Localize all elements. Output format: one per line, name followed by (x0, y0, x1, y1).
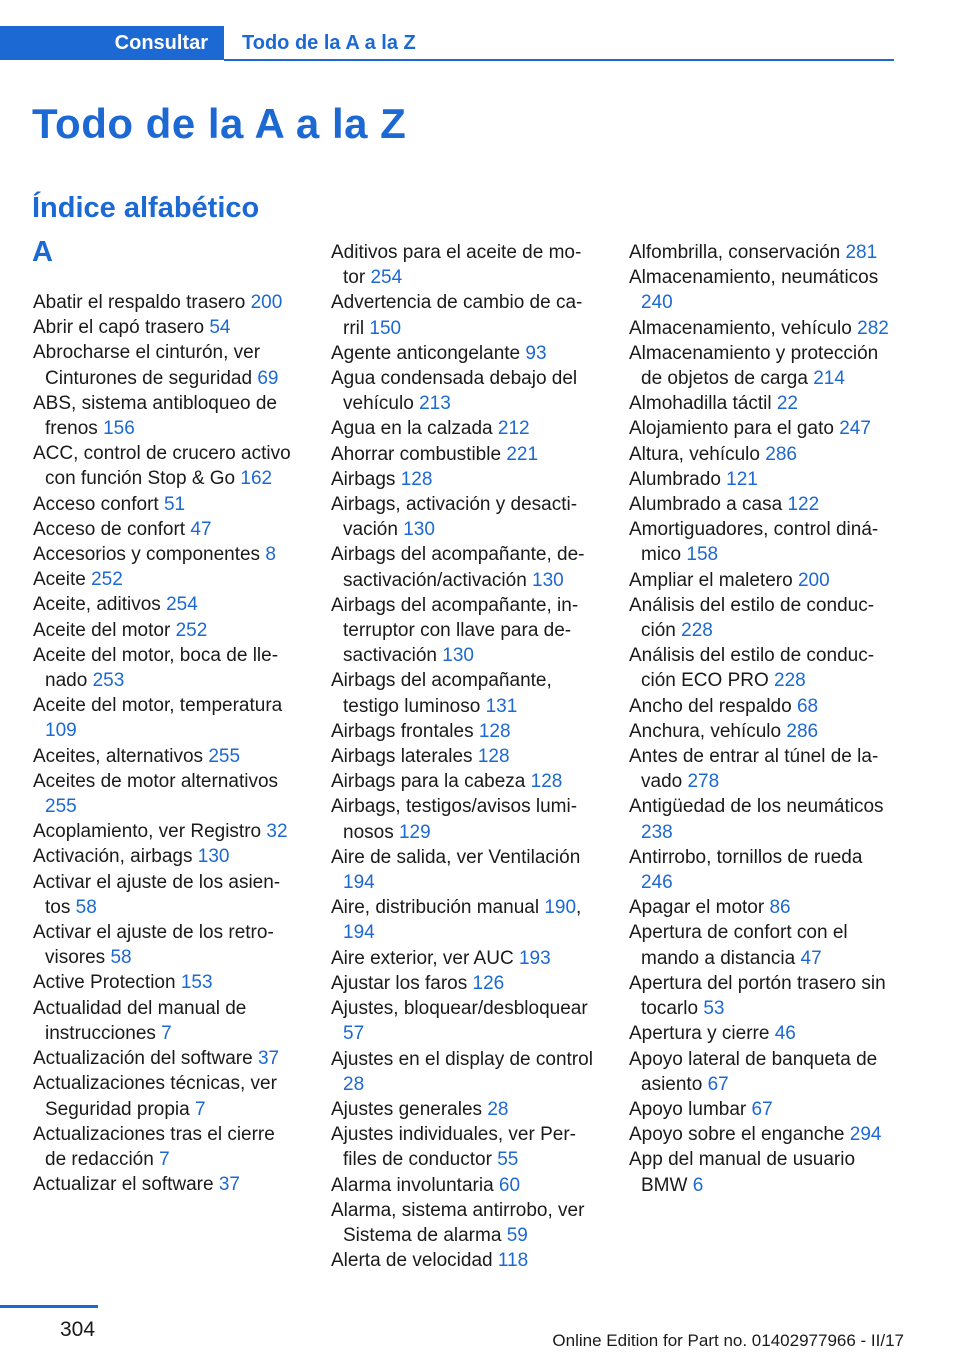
index-entry (629, 744, 894, 794)
index-column-1 (33, 290, 298, 1197)
index-entry (33, 1172, 298, 1197)
index-entry (331, 668, 596, 718)
entry-text: Alarma, sistema antirrobo, ver Sistema de alarma (331, 1199, 585, 1246)
entry-text: Actualizar el software (33, 1174, 214, 1196)
chapter-tab[interactable] (242, 26, 416, 60)
page-link[interactable]: 54 (209, 317, 231, 339)
index-entry (629, 920, 894, 970)
chapter-tab-label: Todo de la A a la Z (242, 31, 416, 54)
entry-text: Ajustes individuales, ver Perfiles de conductor (331, 1124, 576, 1171)
page-link[interactable]: 8 (265, 544, 276, 566)
page-link[interactable]: 252 (91, 569, 123, 591)
page-link[interactable]: 190 (544, 897, 577, 919)
index-entry (331, 845, 596, 895)
index-entry (331, 593, 596, 669)
entry-text: Airbags del acompañante, testigo luminoso (331, 670, 552, 717)
page-link[interactable]: 109 (45, 720, 77, 742)
page-link[interactable]: 57 (343, 1023, 365, 1045)
entry-text: ABS, sistema antibloqueo de frenos (33, 392, 277, 440)
page-link[interactable]: 121 (726, 468, 758, 490)
page-link[interactable]: 193 (518, 947, 551, 969)
page-title: Todo de la A a la Z (32, 100, 407, 147)
entry-text: Agua en la calzada (331, 418, 493, 440)
entry-text: App del manual de usuario BMW (629, 1149, 856, 1196)
entry-text: Abrocharse el cinturón, ver Cinturones de seguridad (33, 342, 261, 389)
entry-text: Ancho del respaldo (629, 695, 792, 717)
footer-rule (0, 1305, 98, 1308)
entry-text: Antirrobo, tornillos de rueda (629, 846, 863, 868)
index-entry (331, 240, 596, 290)
index-entry (33, 643, 298, 693)
entry-text: Activar el ajuste de los asientos (33, 871, 281, 918)
index-entry (33, 441, 298, 491)
page-link[interactable]: 67 (707, 1073, 729, 1095)
entry-text: Active Protection (33, 972, 176, 994)
page-link[interactable]: 58 (75, 896, 97, 918)
page-link[interactable]: 7 (161, 1022, 172, 1044)
index-entry (629, 643, 894, 693)
entry-text: Ajustes generales (331, 1098, 483, 1120)
index-entry (629, 265, 894, 315)
page-link[interactable]: 278 (687, 771, 720, 793)
entry-text: Activar el ajuste de los retrovisores (33, 922, 274, 969)
entry-text: Actualizaciones tras el cierre de redacción (33, 1123, 275, 1170)
page-link[interactable]: 68 (796, 695, 819, 717)
page-link[interactable]: 253 (92, 670, 125, 692)
page-link[interactable]: 200 (797, 569, 830, 591)
entry-text: Airbags frontales (331, 720, 474, 742)
index-entry (629, 442, 894, 467)
entry-text: Apertura de confort con el mando a distancia (629, 922, 848, 969)
section-title: Índice alfabético (32, 192, 260, 224)
page-link[interactable]: 126 (472, 972, 505, 994)
page-link[interactable]: 58 (110, 947, 132, 969)
index-entry (331, 442, 596, 467)
entry-text: Alojamiento para el gato (629, 418, 834, 440)
index-entry (629, 416, 894, 441)
entry-text: Ahorrar combustible (331, 443, 502, 465)
index-entry (33, 315, 298, 340)
index-entry (331, 366, 596, 416)
entry-text: Ajustes en el display de control (331, 1048, 593, 1070)
index-entry (629, 1047, 894, 1097)
index-entry (331, 946, 596, 971)
entry-text: Almacenamiento, vehículo (629, 317, 852, 339)
entry-text: Alfombrilla, conservación (629, 242, 841, 263)
entry-text: Agua condensada debajo del vehículo (331, 368, 578, 415)
entry-text: Aire exterior, ver AUC (331, 947, 514, 969)
index-entry (331, 542, 596, 592)
entry-text: Apoyo lumbar (629, 1098, 747, 1120)
page-link[interactable]: 118 (497, 1250, 529, 1272)
entry-text: Apagar el motor (629, 897, 765, 919)
entry-text: Alerta de velocidad (331, 1250, 493, 1272)
page-link[interactable]: 194 (343, 872, 375, 894)
index-entry (331, 794, 596, 844)
entry-text: Almohadilla táctil (629, 393, 772, 415)
index-entry (629, 391, 894, 416)
index-entry (33, 340, 298, 390)
page-link[interactable]: 228 (681, 620, 713, 642)
entry-text: Alarma involuntaria (331, 1174, 494, 1196)
entry-text: Airbags del acompañante, desactivación/activación (331, 544, 585, 591)
entry-text: Airbags laterales (331, 746, 473, 768)
page-number: 304 (60, 1318, 96, 1341)
entry-text: Acoplamiento, ver Registro (33, 821, 262, 843)
page-link[interactable]: 37 (257, 1048, 280, 1070)
page-link[interactable]: 130 (403, 519, 435, 541)
entry-text: Advertencia de cambio de carril (331, 292, 583, 339)
entry-text: Ampliar el maletero (629, 569, 793, 591)
entry-text: Aceite, aditivos (33, 594, 161, 616)
entry-text: Airbags para la cabeza (331, 771, 526, 793)
entry-text: Actualizaciones técnicas, ver Seguridad propia (33, 1073, 277, 1120)
entry-text: Anchura, vehículo (629, 720, 782, 742)
index-entry (629, 1097, 894, 1122)
entry-text: Aceite del motor, temperatura (33, 695, 283, 717)
entry-text: Aceites, alternativos (33, 745, 204, 767)
section-tab-label: Consultar (114, 31, 208, 54)
page-link[interactable]: 228 (774, 670, 806, 692)
index-entry (331, 971, 596, 996)
page-link[interactable]: 60 (498, 1174, 521, 1196)
entry-text: Ajustes, bloquear/desbloquear (331, 998, 588, 1020)
index-entry (629, 1021, 894, 1046)
index-entry (331, 996, 596, 1046)
entry-text: Aceites de motor alternativos (33, 770, 279, 792)
entry-text: Acceso de confort (33, 518, 186, 540)
page-link[interactable]: 128 (530, 771, 563, 793)
page-link[interactable]: 247 (839, 418, 871, 440)
index-entry (629, 240, 894, 265)
entry-text: Aceite del motor, boca de llenado (33, 644, 279, 692)
page-link[interactable]: 221 (506, 443, 539, 465)
index-entry (629, 794, 894, 844)
page-link[interactable]: 7 (159, 1148, 170, 1170)
entry-text: Aire de salida, ver Ventilación (331, 846, 581, 868)
index-entry (33, 542, 298, 567)
index-entry (331, 467, 596, 492)
page-link[interactable]: 131 (485, 695, 518, 717)
index-entry (331, 1198, 596, 1248)
index-entry (33, 567, 298, 592)
page-link[interactable]: 86 (769, 897, 791, 919)
page-link[interactable]: 55 (497, 1149, 519, 1171)
page-link[interactable]: 130 (442, 645, 474, 667)
entry-text: Airbags del acompañante, interruptor con llave para desactivación (331, 594, 579, 667)
index-entry (629, 719, 894, 744)
entry-text: Airbags, testigos/avisos luminosos (331, 796, 578, 843)
page-link[interactable]: 128 (400, 468, 433, 490)
index-entry (331, 1097, 596, 1122)
index-entry (331, 1248, 596, 1273)
index-entry (629, 845, 894, 895)
index-entry (33, 769, 298, 819)
index-entry (331, 744, 596, 769)
section-tab[interactable] (0, 26, 224, 60)
entry-text: Alumbrado a casa (629, 494, 783, 516)
entry-text: Abrir el capó trasero (33, 317, 205, 339)
page-link[interactable]: 28 (487, 1098, 509, 1120)
page-link[interactable]: 162 (240, 468, 273, 490)
entry-text: Altura, vehículo (629, 443, 760, 465)
entry-text: Abatir el respaldo trasero (33, 292, 246, 313)
page-link[interactable]: 122 (787, 494, 820, 516)
index-entry (33, 592, 298, 617)
entry-text: Ajustar los faros (331, 972, 468, 994)
index-entry (629, 316, 894, 341)
page-link[interactable]: 282 (857, 317, 889, 339)
index-entry (33, 970, 298, 995)
index-entry (33, 819, 298, 844)
page-link[interactable]: 252 (175, 619, 208, 641)
page-link[interactable]: 93 (525, 342, 547, 364)
index-entry (331, 416, 596, 441)
page-link[interactable]: 255 (208, 745, 241, 767)
index-entry (33, 844, 298, 869)
page-link[interactable]: 59 (506, 1224, 528, 1246)
index-entry (331, 719, 596, 744)
page-link[interactable]: 156 (103, 418, 135, 440)
index-entry (33, 1122, 298, 1172)
index-entry (331, 1122, 596, 1172)
page-link[interactable]: 286 (786, 720, 819, 742)
index-entry (33, 1046, 298, 1071)
page-link[interactable]: 6 (692, 1174, 704, 1196)
index-entry (331, 1047, 596, 1097)
entry-text: Airbags (331, 468, 396, 490)
page-link[interactable]: 128 (478, 720, 511, 742)
page-link[interactable]: 32 (266, 821, 288, 843)
page-link[interactable]: 286 (765, 443, 797, 465)
page-link[interactable]: 240 (641, 292, 673, 314)
page-link[interactable]: 150 (369, 317, 402, 339)
page-link[interactable]: 246 (641, 872, 673, 894)
entry-text: Aire, distribución manual (331, 897, 540, 919)
index-entry (33, 870, 298, 920)
page-link[interactable]: 200 (250, 292, 283, 313)
entry-text: Almacenamiento, neumáticos (629, 267, 879, 289)
index-entry (629, 895, 894, 920)
index-entry (33, 1071, 298, 1121)
index-entry (331, 492, 596, 542)
index-entry (629, 517, 894, 567)
page-link[interactable]: 46 (774, 1023, 796, 1045)
entry-text: Alumbrado (629, 468, 721, 490)
entry-text: Análisis del estilo de conducción ECO PRO (629, 645, 875, 692)
index-entry (629, 492, 894, 517)
entry-text: Aceite del motor (33, 619, 171, 641)
page-link[interactable]: 28 (343, 1073, 365, 1095)
entry-text: Activación, airbags (33, 846, 193, 868)
page-link[interactable]: 153 (180, 972, 213, 994)
index-entry (629, 971, 894, 1021)
page-link[interactable]: 214 (813, 368, 845, 390)
edition-note: Online Edition for Part no. 01402977966 - II/17 (552, 1331, 904, 1350)
index-entry (331, 290, 596, 340)
index-entry (33, 290, 298, 315)
page-link[interactable]: 7 (195, 1098, 206, 1120)
page-link[interactable]: 69 (257, 367, 279, 389)
page-link[interactable]: 194 (343, 922, 375, 944)
page-link[interactable]: 47 (190, 518, 212, 540)
index-entry (629, 1147, 894, 1197)
entry-text: Agente anticongelante (331, 342, 521, 364)
entry-text: Antes de entrar al túnel de lavado (629, 746, 879, 793)
entry-text: Amortiguadores, control dinámico (629, 519, 879, 566)
page-link[interactable]: 53 (703, 998, 725, 1020)
entry-text: Apoyo lateral de banqueta de asiento (629, 1048, 878, 1095)
entry-text: Apertura del portón trasero sin tocarlo (629, 972, 886, 1020)
entry-text: Aditivos para el aceite de motor (331, 242, 582, 289)
index-entry (33, 744, 298, 769)
page-link[interactable]: 130 (197, 846, 230, 868)
index-entry (629, 341, 894, 391)
page-link[interactable]: 255 (45, 796, 77, 818)
page-link[interactable]: 294 (849, 1124, 882, 1146)
index-entry (629, 1122, 894, 1147)
page-link[interactable]: 51 (163, 493, 186, 515)
index-entry (629, 593, 894, 643)
page-link[interactable]: 213 (419, 393, 451, 415)
index-entry (331, 1173, 596, 1198)
entry-text: Aceite (33, 569, 86, 591)
index-entry (33, 618, 298, 643)
index-entry (629, 568, 894, 593)
page-link[interactable]: 37 (218, 1174, 240, 1196)
index-entry (33, 391, 298, 441)
entry-text: Acceso confort (33, 493, 159, 515)
entry-text: Antigüedad de los neumáticos (629, 796, 884, 818)
page-link[interactable]: 212 (497, 418, 530, 440)
page-link[interactable]: 129 (398, 821, 431, 843)
page-link[interactable]: 281 (845, 242, 878, 263)
index-entry (629, 467, 894, 492)
index-letter: A (32, 236, 53, 268)
page-link[interactable]: 128 (477, 746, 510, 768)
page-link[interactable]: 158 (686, 544, 719, 566)
entry-text: Accesorios y componentes (33, 544, 261, 566)
entry-text: Apertura y cierre (629, 1023, 770, 1045)
page-link[interactable]: 47 (800, 947, 822, 969)
page-link[interactable]: 238 (641, 821, 673, 843)
page-link[interactable]: 67 (751, 1098, 773, 1120)
running-header (0, 26, 894, 62)
index-entry (33, 517, 298, 542)
entry-text: Análisis del estilo de conducción (629, 594, 875, 642)
index-entry (33, 492, 298, 517)
page-link[interactable]: 130 (532, 569, 564, 591)
index-entry (331, 769, 596, 794)
index-column-3 (629, 240, 894, 1198)
page-link[interactable]: 254 (370, 267, 403, 289)
entry-text: Apoyo sobre el enganche (629, 1124, 845, 1146)
index-column-2 (331, 240, 596, 1273)
page-link[interactable]: 254 (166, 594, 198, 616)
entry-text: Actualidad del manual de instrucciones (33, 997, 247, 1044)
entry-text: ACC, control de crucero activo con función Stop & Go (33, 443, 291, 490)
header-rule (224, 59, 894, 61)
index-entry: Aire, distribución manual 190, 194 (331, 897, 582, 944)
entry-text: Actualización del software (33, 1048, 253, 1070)
entry-text: Almacenamiento y protección de objetos de carga (629, 342, 879, 390)
index-entry (33, 996, 298, 1046)
index-entry (33, 693, 298, 743)
index-entry (33, 920, 298, 970)
entry-text: Airbags, activación y desactivación (331, 494, 578, 541)
index-entry (331, 341, 596, 366)
page-link[interactable]: 22 (776, 393, 798, 415)
index-entry (629, 694, 894, 719)
